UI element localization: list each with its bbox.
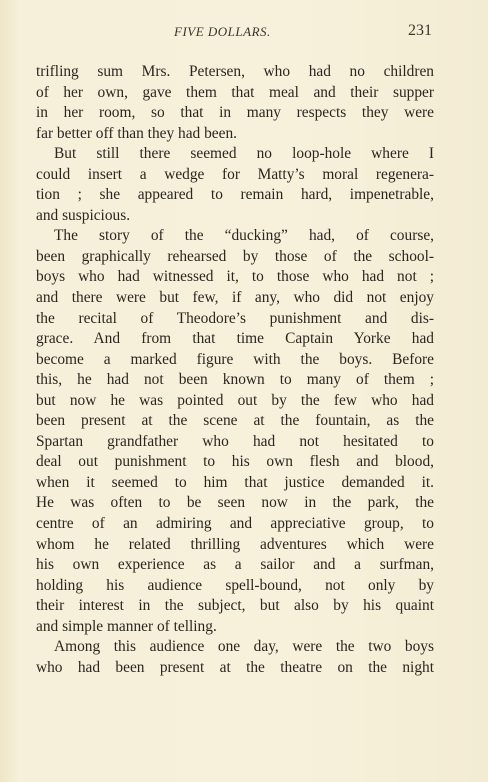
text-line: become a marked figure with the boys. Before bbox=[36, 350, 434, 368]
text-line: and suspicious. bbox=[36, 206, 131, 224]
running-title: FIVE DOLLARS. bbox=[174, 24, 271, 39]
text-line: Among this audience one day, were the two boys bbox=[54, 638, 434, 656]
text-line: but now he was pointed out by the few who had bbox=[36, 391, 434, 409]
text-line: who had been present at the theatre on the night bbox=[36, 658, 434, 676]
text-line: He was often to be seen now in the park, the bbox=[36, 494, 434, 512]
text-line: this, he had not been known to many of them ; bbox=[36, 371, 434, 389]
page-number: 231 bbox=[408, 22, 432, 39]
text-line: could insert a wedge for Matty’s moral regenera- bbox=[36, 165, 434, 183]
text-line: been graphically rehearsed by those of the school- bbox=[36, 247, 434, 265]
text-line: and there were but few, if any, who did not enjoy bbox=[36, 289, 434, 307]
text-line: grace. And from that time Captain Yorke had bbox=[36, 330, 434, 348]
text-line: been present at the scene at the fountain, as the bbox=[36, 412, 434, 430]
text-line: of her own, gave them that meal and their supper bbox=[36, 83, 434, 101]
text-line: Spartan grandfather who had not hesitated to bbox=[36, 432, 434, 450]
text-line: deal out punishment to his own flesh and blood, bbox=[36, 453, 434, 471]
text-line: The story of the “ducking” had, of course, bbox=[54, 227, 434, 245]
text-line: whom he related thrilling adventures which were bbox=[36, 535, 434, 553]
text-line: tion ; she appeared to remain hard, impenetrable, bbox=[36, 186, 434, 204]
text-line: boys who had witnessed it, to those who had not ; bbox=[36, 268, 434, 286]
text-line: But still there seemed no loop-hole where I bbox=[54, 145, 434, 163]
text-line: the recital of Theodore’s punishment and dis- bbox=[36, 309, 434, 327]
text-line: trifling sum Mrs. Petersen, who had no children bbox=[36, 63, 434, 80]
text-line: in her room, so that in many respects they were bbox=[36, 104, 434, 122]
text-line: centre of an admiring and appreciative group, to bbox=[36, 515, 434, 533]
text-line: holding his audience spell-bound, not only by bbox=[36, 576, 434, 594]
text-line: his own experience as a sailor and a surfman, bbox=[36, 556, 434, 574]
text-line: far better off than they had been. bbox=[36, 124, 237, 142]
body-text bbox=[36, 62, 434, 678]
text-line: their interest in the subject, but also by his quaint bbox=[36, 597, 434, 615]
text-line: when it seemed to him that justice demanded it. bbox=[36, 473, 434, 491]
page-header bbox=[36, 22, 432, 44]
text-line: and simple manner of telling. bbox=[36, 617, 217, 635]
